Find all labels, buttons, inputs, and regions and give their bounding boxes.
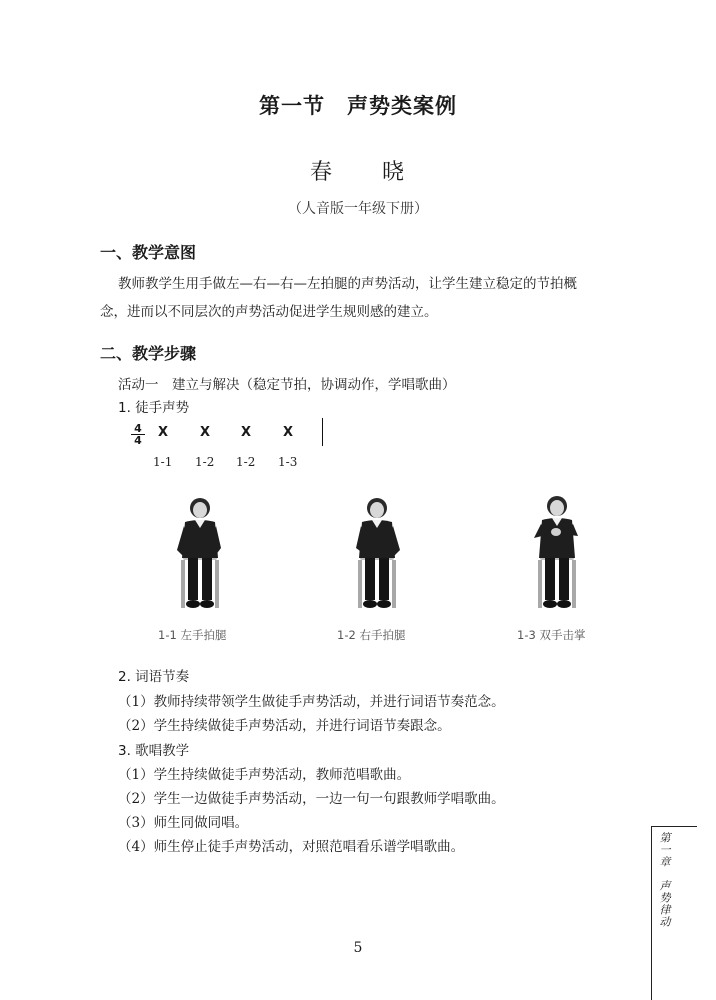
beat-label: 1-3 [278,455,298,469]
chapter-tab-label: 第一章 声势律动 [658,832,671,928]
rhythm-note: X [158,425,169,440]
photo-caption: 1-1 左手拍腿 [158,628,227,642]
photo-right-hand-pat [340,492,414,616]
page-number: 5 [353,940,363,956]
time-signature [130,423,146,446]
chapter-tab-line [651,826,652,1000]
beat-label: 1-2 [195,455,215,469]
time-signature-bottom: 4 [134,434,142,447]
photo-clap [520,492,594,616]
photo-left-hand-pat [163,492,237,616]
photo-caption: 1-2 右手拍腿 [337,628,406,642]
intent-line-2: 念，进而以不同层次的声势活动促进学生规则感的建立。 [100,304,438,320]
beat-label: 1-1 [153,455,173,469]
sub-heading-body-percussion: 1. 徒手声势 [118,400,190,416]
bar-line [322,418,323,446]
sub-heading-singing: 3. 歌唱教学 [118,743,190,759]
list-item: （1）学生持续做徒手声势活动，教师范唱歌曲。 [118,767,411,783]
list-item: （4）师生停止徒手声势活动，对照范唱看乐谱学唱歌曲。 [118,839,465,855]
chapter-tab-rule [651,826,697,827]
heading-teaching-steps: 二、教学步骤 [100,344,197,363]
rhythm-note: X [283,425,294,440]
list-item: （2）学生持续做徒手声势活动，并进行词语节奏跟念。 [118,718,451,734]
heading-teaching-intent: 一、教学意图 [100,243,197,262]
song-source: （人音版一年级下册） [288,201,428,217]
rhythm-note: X [241,425,252,440]
time-signature-top: 4 [134,422,142,435]
list-item: （3）师生同做同唱。 [118,815,249,831]
beat-label: 1-2 [236,455,256,469]
list-item: （1）教师持续带领学生做徒手声势活动，并进行词语节奏范念。 [118,694,505,710]
section-title: 第一节 声势类案例 [259,94,457,118]
photo-caption: 1-3 双手击掌 [517,628,586,642]
intent-line-1: 教师教学生用手做左—右—右—左拍腿的声势活动，让学生建立稳定的节拍概 [118,276,577,292]
activity-1-title: 活动一 建立与解决（稳定节拍，协调动作，学唱歌曲） [118,377,456,393]
list-item: （2）学生一边做徒手声势活动，一边一句一句跟教师学唱歌曲。 [118,791,505,807]
song-title: 春 晓 [309,160,406,185]
sub-heading-word-rhythm: 2. 词语节奏 [118,669,190,685]
rhythm-note: X [200,425,211,440]
